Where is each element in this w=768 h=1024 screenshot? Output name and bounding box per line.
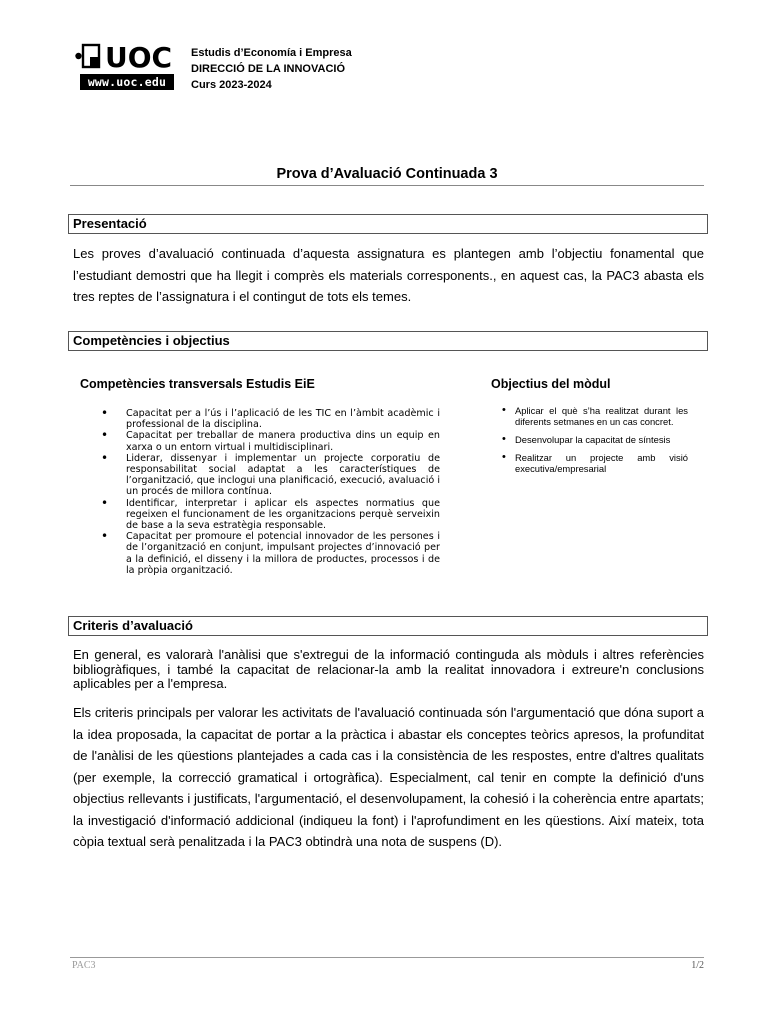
title-divider (70, 185, 704, 186)
list-item: • Liderar, dissenyar i implementar un projecte corporatiu de responsabilitat social adaptat a les característiques de l’organització, que inclogui una planificació, execució, avaluació i un procés de millora contínua. (100, 453, 440, 498)
transversal-competencies-list (100, 408, 440, 576)
list-item: • Aplicar el què s’ha realitzat durant les diferents setmanes en un cas concret. (500, 405, 688, 427)
list-item: • Realitzar un projecte amb visió executiva/empresarial (500, 452, 688, 474)
footer-label: PAC3 (72, 960, 96, 971)
transversal-competencies-title: Competències transversals Estudis EiE (80, 377, 315, 391)
header-year: Curs 2023-2024 (191, 79, 272, 91)
uoc-logo (75, 43, 175, 91)
criteris-text-1: En general, es valorarà l'anàlisi que s'extregui de la informació continguda als mòduls i altres referències bibliogràfiques, i també la capacitat de relacionar-la amb la realitat innovadora i extreure'n conclusions aplicables per a l'empresa. (73, 647, 704, 691)
header-faculty: Estudis d’Economía i Empresa (191, 47, 352, 59)
document-title: Prova d’Avaluació Continuada 3 (276, 166, 498, 182)
header-course: DIRECCIÓ DE LA INNOVACIÓ (191, 63, 346, 75)
section-heading-competencies: Competències i objectius (68, 331, 708, 351)
list-item: • Capacitat per a l’ús i l’aplicació de les TIC en l’àmbit acadèmic i professional de la disciplina. (100, 408, 440, 430)
criteris-text-2: Els criteris principals per valorar les activitats de l'avaluació continuada són l'argumentació que dóna suport a la idea proposada, la capacitat de portar a la pràctica i abastar els conceptes teòrics apresos, la profunditat de l'anàlisi de les qüestions plantejades a cada cas i la consistència de les respostes, entre d'altres qualitats (per exemple, la correcció gramatical i ortogràfica). Especialment, cal tenir en compte la definició d'uns objectius rellevants i justificats, l'argumentació, el desenvolupament, la cohesió i la coherència entre apartats; la investigació d'informació addicional (indiqueu la font) i l'aprofundiment en les qüestions. Així mateix, tota còpia textual serà penalitzada i la PAC3 obtindrà una nota de suspens (D). (73, 705, 704, 849)
module-objectives-list (500, 405, 688, 481)
logo-wordmark: UOC (105, 43, 173, 69)
header-info (191, 45, 352, 93)
presentacio-text: Les proves d’avaluació continuada d’aquesta assignatura es plantegen amb l’objectiu fonamental que l’estudiant demostri que ha llegit i comprès els materials corresponents., en aquest cas, la PAC3 abasta els tres reptes de l’assignatura i el contingut de tots els temes. (73, 246, 704, 304)
section-heading-criteris: Criteris d’avaluació (68, 616, 708, 636)
footer-divider (70, 957, 704, 958)
list-item: • Capacitat per treballar de manera productiva dins un equip en xarxa o un entorn virtual i multidisciplinari. (100, 430, 440, 452)
section-heading-presentacio: Presentació (68, 214, 708, 234)
list-item: • Identificar, interpretar i aplicar els aspectes normatius que regeixen el funcionament de les organitzacions perquè serveixin de base a la seva estratègia responsable. (100, 498, 440, 532)
uoc-logo-icon (75, 43, 175, 69)
page-number: 1/2 (691, 960, 704, 971)
logo-url: www.uoc.edu (80, 74, 174, 90)
module-objectives-title: Objectius del mòdul (491, 377, 611, 391)
list-item: • Desenvolupar la capacitat de síntesis (500, 434, 688, 445)
list-item: • Capacitat per promoure el potencial innovador de les persones i de l’organització en conjunt, impulsant projectes d’innovació per a la definició, el disseny i la millora de productes, processos i de la pròpia organització. (100, 531, 440, 576)
